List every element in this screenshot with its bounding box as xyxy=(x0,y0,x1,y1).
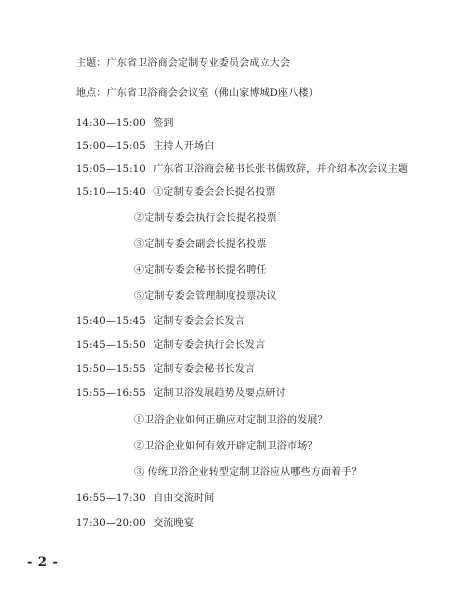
schedule-time: 15:55—16:55 xyxy=(76,388,146,399)
schedule-desc: 自由交流时间 xyxy=(153,493,215,504)
discussion-topic: ③ 传统卫浴企业转型定制卫浴应从哪些方面着手？ xyxy=(134,467,362,478)
schedule-time: 15:05—15:10 xyxy=(76,164,146,175)
discussion-topic: ②卫浴企业如何有效开辟定制卫浴市场？ xyxy=(134,441,318,452)
meeting-location: 地点：广东省卫浴商会会议室（佛山家博城D座八楼） xyxy=(76,88,319,99)
schedule-desc: 主持人开场白 xyxy=(153,141,215,152)
schedule-desc: ①定制专委会会长提名投票 xyxy=(153,187,276,198)
schedule-item xyxy=(76,163,408,176)
discussion-topic: ①卫浴企业如何正确应对定制卫浴的发展？ xyxy=(134,415,328,426)
schedule-time: 17:30—20:00 xyxy=(76,518,146,529)
schedule-time: 15:45—15:50 xyxy=(76,340,146,351)
voting-item: ③定制专委会副会长提名投票 xyxy=(134,239,267,250)
schedule-item xyxy=(76,492,214,505)
schedule-item xyxy=(76,339,265,352)
schedule-item xyxy=(76,517,194,530)
schedule-desc: 定制卫浴发展趋势及要点研讨 xyxy=(153,388,286,399)
page-number: - 2 - xyxy=(27,555,59,570)
schedule-desc: 交流晚宴 xyxy=(153,518,195,529)
voting-item: ②定制专委会执行会长提名投票 xyxy=(134,213,277,224)
schedule-desc: 签到 xyxy=(153,118,174,129)
schedule-time: 16:55—17:30 xyxy=(76,493,146,504)
schedule-item xyxy=(76,117,174,130)
schedule-desc: 定制专委会秘书长发言 xyxy=(153,364,256,375)
schedule-time: 15:00—15:05 xyxy=(76,141,146,152)
schedule-desc: 定制专委会会长发言 xyxy=(153,316,246,327)
schedule-time: 14:30—15:00 xyxy=(76,118,146,129)
schedule-item xyxy=(76,140,214,153)
schedule-time: 15:10—15:40 xyxy=(76,187,146,198)
voting-item: ⑤定制专委会管理制度投票决议 xyxy=(134,291,277,302)
schedule-item xyxy=(76,186,276,199)
schedule-item xyxy=(76,315,245,328)
schedule-time: 15:40—15:45 xyxy=(76,316,146,327)
voting-item: ④定制专委会秘书长提名聘任 xyxy=(134,265,267,276)
schedule-item xyxy=(76,363,255,376)
meeting-theme: 主题：广东省卫浴商会定制专业委员会成立大会 xyxy=(76,58,291,69)
schedule-item xyxy=(76,387,286,400)
schedule-desc: 定制专委会执行会长发言 xyxy=(153,340,266,351)
schedule-time: 15:50—15:55 xyxy=(76,364,146,375)
schedule-desc: 广东省卫浴商会秘书长张书儒致辞，并介绍本次会议主题 xyxy=(153,164,409,175)
